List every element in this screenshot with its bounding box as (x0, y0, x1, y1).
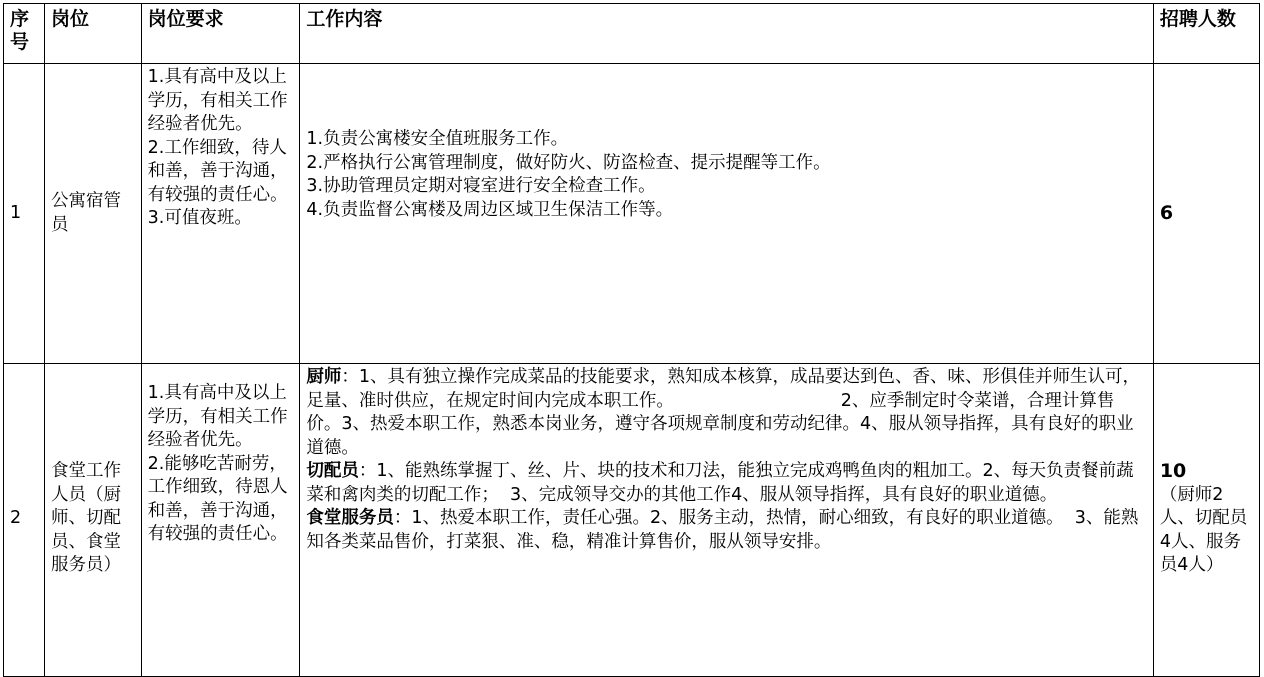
role-text: ：1、热爱本职工作，责任心强。2、服务主动，热情，耐心细致，有良好的职业道德。 3、能熟知各类菜品售价，打菜狠、准、稳，精准计算售价，服从领导安排。 (306, 508, 1139, 552)
role-label: 切配员 (306, 461, 359, 481)
seq-cell: 2 (4, 364, 45, 677)
header-count: 招聘人数 (1153, 4, 1259, 64)
position-cell: 公寓宿管员 (44, 64, 141, 364)
role-label: 厨师 (306, 367, 342, 387)
content-item: 1.负责公寓楼安全值班服务工作。 (306, 129, 569, 149)
count-value: 10 (1159, 460, 1187, 483)
recruitment-table (3, 3, 1260, 677)
count-cell (1153, 64, 1259, 364)
count-note: （厨师2人、切配员4人、服务员4人） (1159, 484, 1248, 576)
content-item: 2.严格执行公寓管理制度，做好防火、防盗检查、提示提醒等工作。 (306, 152, 831, 173)
content-cell (300, 364, 1153, 677)
position-cell (44, 364, 141, 677)
position-label: 食堂工作人员 (50, 461, 121, 505)
chef-section (306, 366, 1146, 460)
requirement-item: 2.能够吃苦耐劳，工作细致，待恩人和善，善于沟通，有较强的责任心。 (147, 453, 288, 544)
requirements-cell (141, 64, 300, 364)
requirement-item: 2.工作细致，待人和善，善于沟通，有较强的责任心。 (147, 137, 288, 205)
role-text: ：1、具有独立操作完成菜品的技能要求，熟知成本核算，成品要达到色、香、味、形俱佳并师生认可，足量、准时供应，在规定时间内完成本职工作。 2、应季制定时令菜谱，合理计算售价。3、热爱本职工作，熟悉本岗业务，遵守各项规章制度和劳动纪律。4、服从领导指挥，具有良好的职业道德。 (306, 367, 1141, 458)
requirement-item: 3.可值夜班。 (147, 208, 252, 228)
seq-cell: 1 (4, 64, 45, 364)
table-row (4, 64, 1260, 364)
header-requirements: 岗位要求 (141, 4, 300, 64)
header-position: 岗位 (44, 4, 141, 64)
role-label: 食堂服务员 (306, 508, 394, 528)
header-content: 工作内容 (300, 4, 1153, 64)
content-item: 4.负责监督公寓楼及周边区域卫生保洁工作等。 (306, 199, 674, 220)
cutter-section (306, 460, 1146, 507)
requirement-item: 1.具有高中及以上学历，有相关工作经验者优先。 (147, 67, 288, 134)
position-note: （厨师、切配员、食堂服务员） (50, 484, 121, 576)
role-text: ：1、能熟练掌握丁、丝、片、块的技术和刀法，能独立完成鸡鸭鱼肉的粗加工。2、每天负责餐前蔬菜和禽肉类的切配工作； 3、完成领导交办的其他工作4、服从领导指挥，具有良好的职业道德。 (306, 461, 1134, 505)
count-value: 6 (1159, 201, 1174, 224)
header-seq: 序号 (4, 4, 45, 64)
table-header-row (4, 4, 1260, 64)
count-cell (1153, 364, 1259, 677)
table-row (4, 364, 1260, 677)
requirements-cell (141, 364, 300, 677)
content-cell (300, 64, 1153, 364)
server-section (306, 507, 1146, 554)
requirement-item: 1.具有高中及以上学历，有相关工作经验者优先。 (147, 383, 288, 450)
content-item: 3.协助管理员定期对寝室进行安全检查工作。 (306, 176, 656, 196)
